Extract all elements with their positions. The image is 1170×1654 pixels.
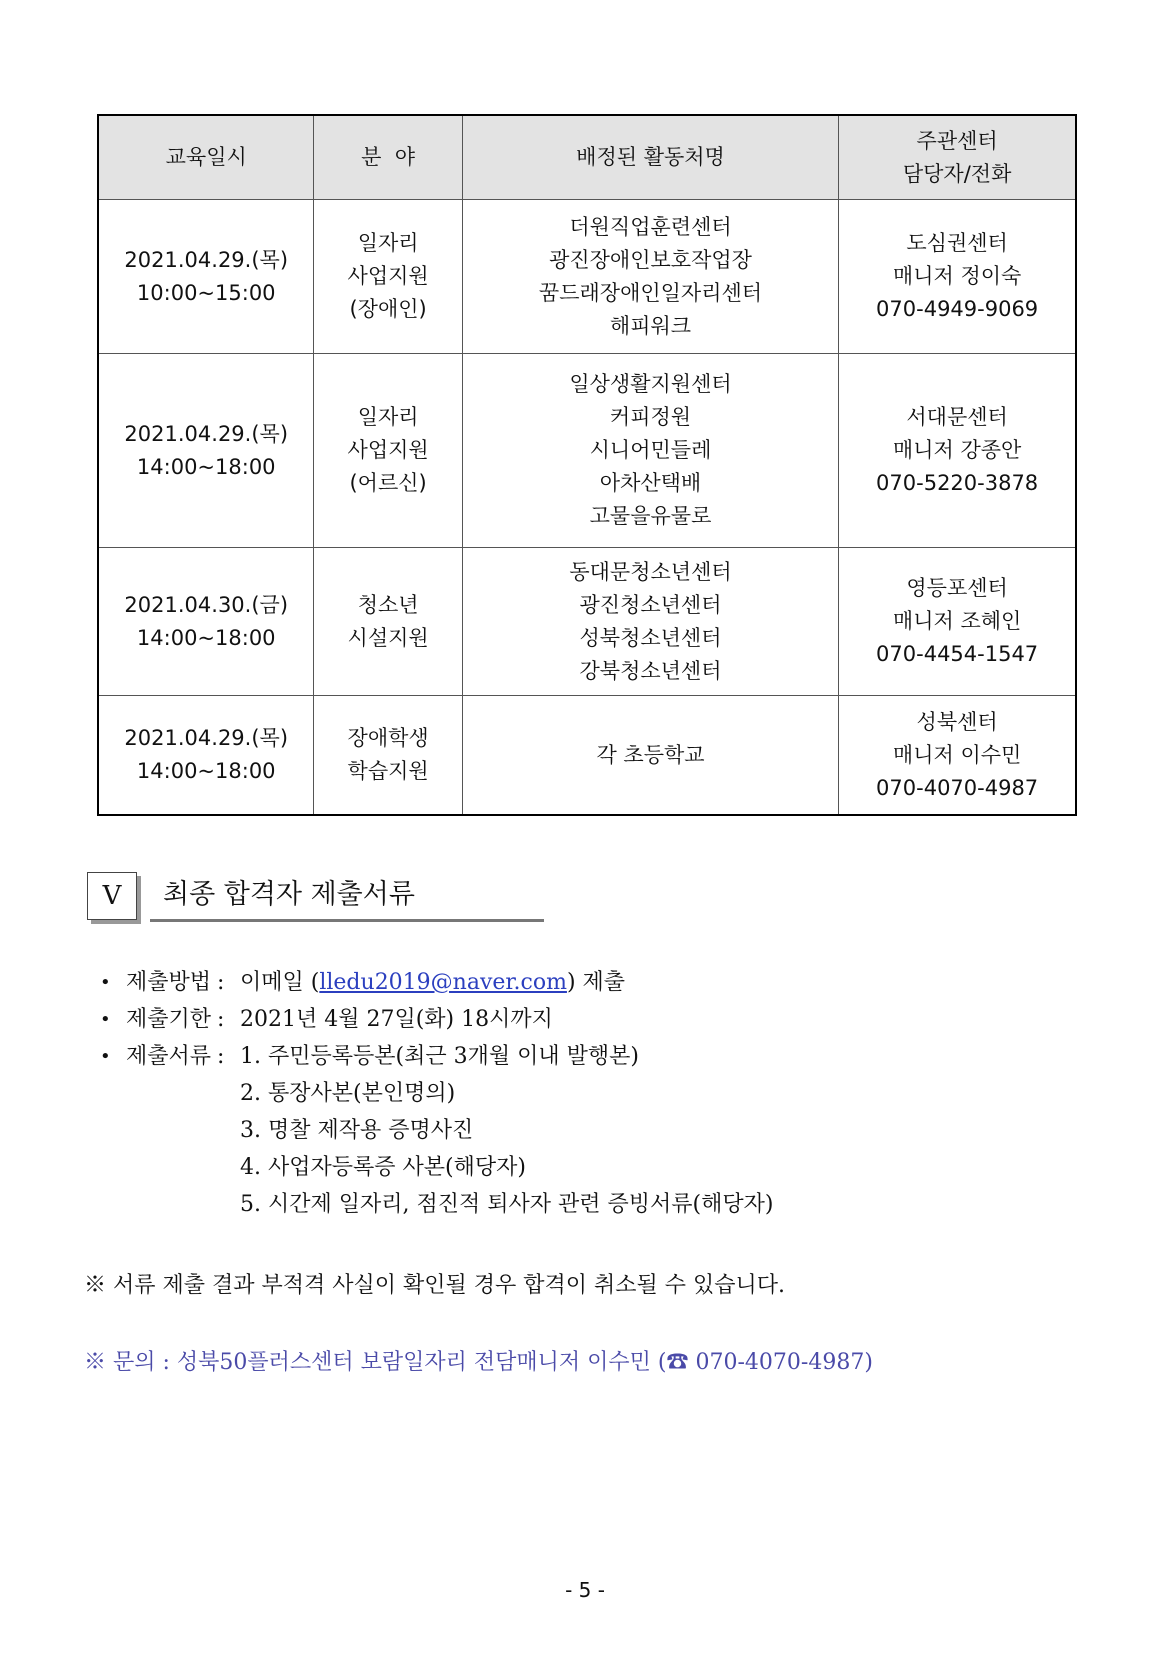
doc-item: 3. 명찰 제작용 증명사진 (240, 1118, 474, 1143)
cell-date: 2021.04.29.(목) 10:00~15:00 (98, 200, 314, 354)
cell-field: 장애학생 학습지원 (314, 696, 462, 816)
cell-date: 2021.04.29.(목) 14:00~18:00 (98, 354, 314, 548)
table-header-row (98, 115, 1076, 200)
cell-date: 2021.04.29.(목) 14:00~18:00 (98, 696, 314, 816)
cell-center: 영등포센터 매니저 조혜인 070-4454-1547 (839, 548, 1076, 696)
cell-places: 각 초등학교 (462, 696, 838, 816)
section-underline (150, 919, 544, 922)
doc-item: 1. 주민등록등본(최근 3개월 이내 발행본) (240, 1044, 639, 1069)
cell-field: 일자리 사업지원 (어르신) (314, 354, 462, 548)
cell-date: 2021.04.30.(금) 14:00~18:00 (98, 548, 314, 696)
method-suffix: ) 제출 (566, 970, 626, 995)
table-row (98, 696, 1076, 816)
email-link[interactable]: lledu2019@naver.com (319, 970, 567, 995)
bullet-icon: • (100, 1009, 111, 1030)
schedule-table (97, 114, 1077, 816)
docs-label: 제출서류 (126, 1044, 212, 1069)
doc-item: 4. 사업자등록증 사본(해당자) (240, 1155, 526, 1180)
section-title: 최종 합격자 제출서류 (163, 879, 415, 910)
contact-info: ※ 문의 : 성북50플러스센터 보람일자리 전담매니저 이수민 (☎ 070-4070-4987) (84, 1350, 873, 1375)
header-date: 교육일시 (98, 115, 314, 200)
bullet-icon: • (100, 972, 111, 993)
cell-places: 더원직업훈련센터 광진장애인보호작업장 꿈드래장애인일자리센터 해피워크 (462, 200, 838, 354)
header-field: 분 야 (314, 115, 462, 200)
header-places: 배정된 활동처명 (462, 115, 838, 200)
method-colon: : (217, 970, 225, 995)
deadline-value: 2021년 4월 27일(화) 18시까지 (240, 1007, 553, 1032)
method-label: 제출방법 (126, 970, 212, 995)
deadline-colon: : (217, 1007, 225, 1032)
bullet-icon: • (100, 1046, 111, 1067)
header-center: 주관센터 담당자/전화 (839, 115, 1076, 200)
cell-places: 동대문청소년센터 광진청소년센터 성북청소년센터 강북청소년센터 (462, 548, 838, 696)
section-number-box: V (87, 872, 137, 920)
cell-field: 청소년 시설지원 (314, 548, 462, 696)
deadline-label: 제출기한 (126, 1007, 212, 1032)
table-row (98, 548, 1076, 696)
disqualification-notice: ※ 서류 제출 결과 부적격 사실이 확인될 경우 합격이 취소될 수 있습니다. (84, 1273, 785, 1298)
docs-colon: : (217, 1044, 225, 1069)
cell-center: 도심권센터 매니저 정이숙 070-4949-9069 (839, 200, 1076, 354)
table-row (98, 200, 1076, 354)
cell-center: 성북센터 매니저 이수민 070-4070-4987 (839, 696, 1076, 816)
cell-places: 일상생활지원센터 커피정원 시니어민들레 아차산택배 고물을유물로 (462, 354, 838, 548)
doc-item: 5. 시간제 일자리, 점진적 퇴사자 관련 증빙서류(해당자) (240, 1192, 774, 1217)
cell-field: 일자리 사업지원 (장애인) (314, 200, 462, 354)
page-number: - 5 - (565, 1578, 605, 1602)
doc-item: 2. 통장사본(본인명의) (240, 1081, 456, 1106)
method-value (240, 968, 625, 998)
table-row (98, 354, 1076, 548)
cell-center: 서대문센터 매니저 강종안 070-5220-3878 (839, 354, 1076, 548)
method-prefix: 이메일 ( (240, 970, 320, 995)
